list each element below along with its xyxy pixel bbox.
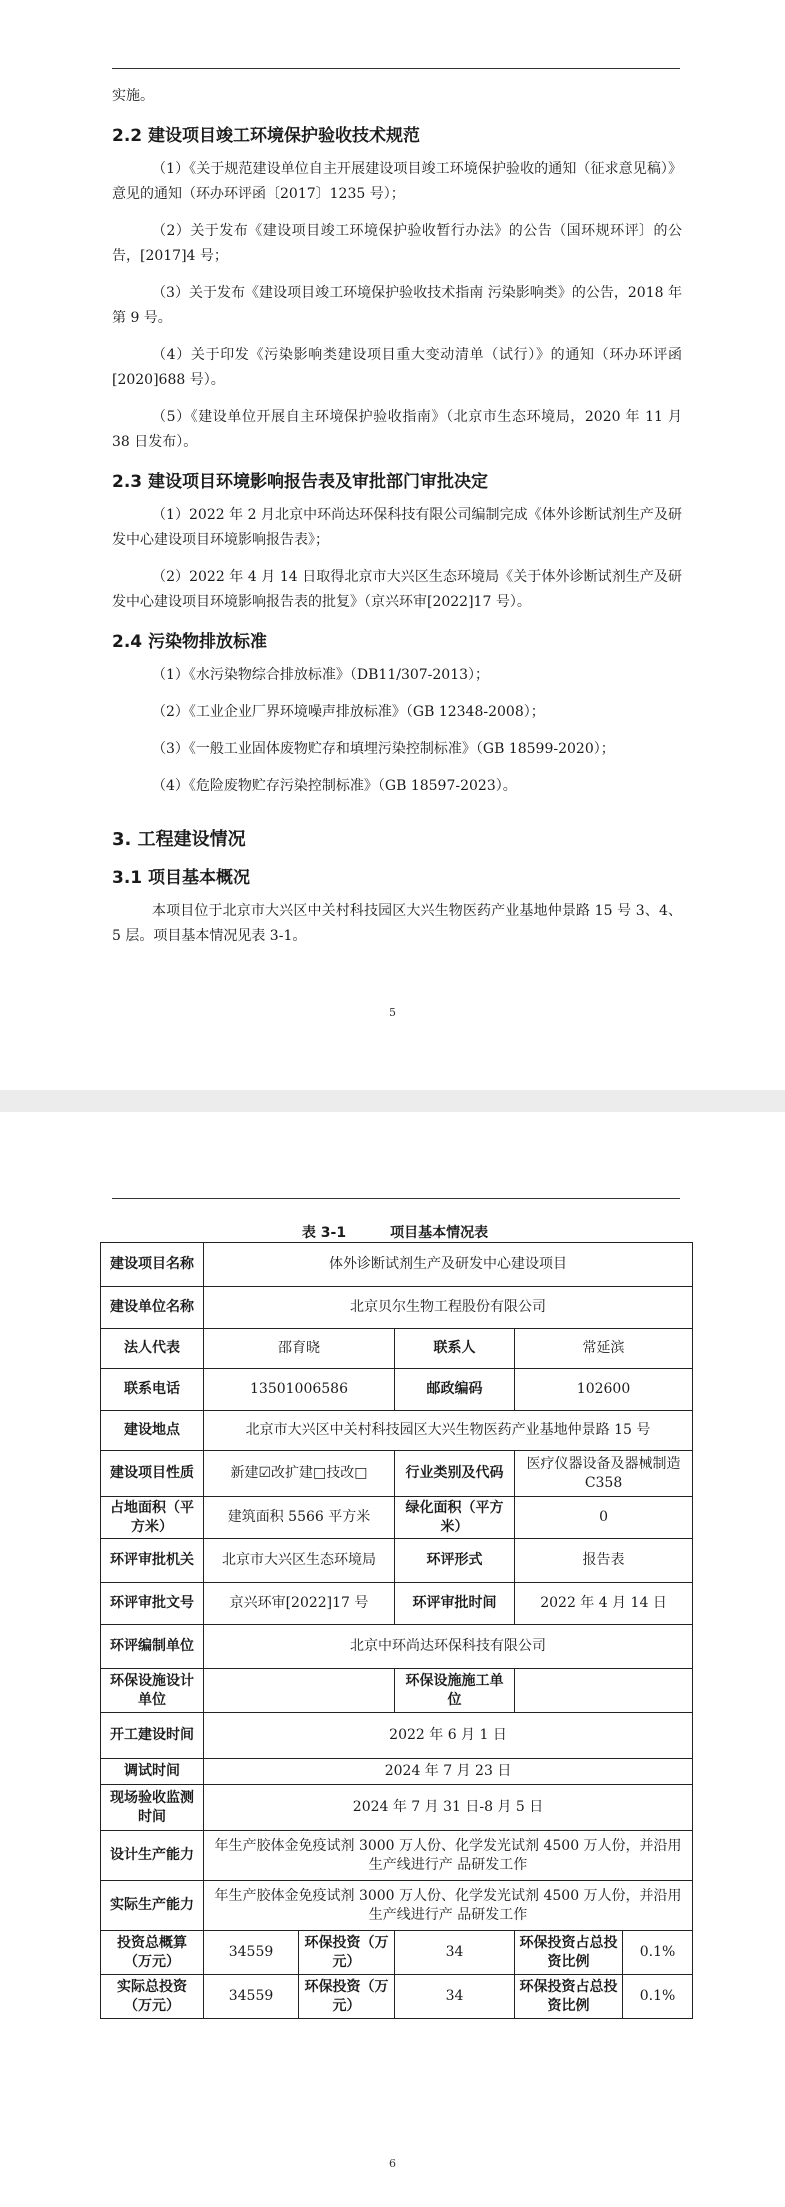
- table-row: [101, 1759, 693, 1785]
- table-cell: [515, 1669, 693, 1713]
- table-row: [101, 1287, 693, 1329]
- table-cell: [204, 1669, 395, 1713]
- section-2-3-heading: 2.3 建设项目环境影响报告表及审批部门审批决定: [112, 472, 489, 492]
- header-rule: [112, 1198, 680, 1199]
- table-label: 环评审批文号: [101, 1583, 204, 1625]
- continuation-text: 实施。: [112, 88, 154, 104]
- list-item: （4）关于印发《污染影响类建设项目重大变动清单（试行）》的通知（环办环评函[2020]688 号）。: [112, 347, 682, 388]
- table-cell: 2024 年 7 月 23 日: [204, 1759, 693, 1785]
- table-label: 环评编制单位: [101, 1625, 204, 1669]
- table-label: 行业类别及代码: [395, 1451, 515, 1497]
- table-label: 联系电话: [101, 1369, 204, 1411]
- table-cell: 体外诊断试剂生产及研发中心建设项目: [204, 1243, 693, 1287]
- table-row: [101, 1497, 693, 1539]
- section-2-2-heading: 2.2 建设项目竣工环境保护验收技术规范: [112, 126, 421, 146]
- table-row: [101, 1329, 693, 1369]
- table-row: [101, 1451, 693, 1497]
- list-item: （2）关于发布《建设项目竣工环境保护验收暂行办法》的公告（国环规环评〕的公告，[2017]4 号；: [112, 223, 682, 264]
- table-label: 现场验收监测时间: [101, 1785, 204, 1831]
- list-item: （1）《水污染物综合排放标准》（DB11/307-2013）；: [152, 667, 490, 683]
- page-5: [0, 0, 785, 1090]
- table-row: [101, 1539, 693, 1583]
- table-cell: 年生产胶体金免疫试剂 3000 万人份、化学发光试剂 4500 万人份，并沿用生产线进行产 品研发工作: [204, 1831, 693, 1881]
- table-cell: 邵育晓: [204, 1329, 395, 1369]
- table-cell: 0.1%: [623, 1975, 693, 2019]
- list-item: （5）《建设单位开展自主环境保护验收指南》（北京市生态环境局，2020 年 11 月 38 日发布）。: [112, 409, 682, 450]
- table-cell: 102600: [515, 1369, 693, 1411]
- table-cell: 2024 年 7 月 31 日-8 月 5 日: [204, 1785, 693, 1831]
- table-label: 建设项目名称: [101, 1243, 204, 1287]
- table-label: 开工建设时间: [101, 1713, 204, 1759]
- table-cell: 报告表: [515, 1539, 693, 1583]
- table-label: 建设项目性质: [101, 1451, 204, 1497]
- table-row: [101, 1831, 693, 1881]
- section-3-1-text: 本项目位于北京市大兴区中关村科技园区大兴生物医药产业基地仲景路 15 号 3、4、5 层。项目基本情况见表 3-1。: [112, 903, 682, 944]
- table-row: [101, 1669, 693, 1713]
- table-label: 环保投资占总投资比例: [515, 1931, 623, 1975]
- table-cell: 年生产胶体金免疫试剂 3000 万人份、化学发光试剂 4500 万人份，并沿用生产线进行产 品研发工作: [204, 1881, 693, 1931]
- table-cell: 医疗仪器设备及器械制造 C358: [515, 1451, 693, 1497]
- table-label: 环评审批时间: [395, 1583, 515, 1625]
- table-label: 实际总投资（万元）: [101, 1975, 204, 2019]
- table-row: [101, 1931, 693, 1975]
- table-label: 投资总概算（万元）: [101, 1931, 204, 1975]
- table-row: [101, 1411, 693, 1451]
- list-item: （3）关于发布《建设项目竣工环境保护验收技术指南 污染影响类》的公告，2018 年第 9 号。: [112, 285, 682, 326]
- table-number: 表 3-1: [301, 1225, 347, 1241]
- table-label: 环保投资（万元）: [299, 1975, 395, 2019]
- section-2-4-heading: 2.4 污染物排放标准: [112, 632, 268, 652]
- list-item: （2）2022 年 4 月 14 日取得北京市大兴区生态环境局《关于体外诊断试剂生产及研发中心建设项目环境影响报告表的批复》（京兴环审[2022]17 号）。: [112, 569, 682, 610]
- table-row: [101, 1369, 693, 1411]
- table-cell: 0: [515, 1497, 693, 1539]
- table-label: 绿化面积（平方米）: [395, 1497, 515, 1539]
- list-item: （3）《一般工业固体废物贮存和填埋污染控制标准》（GB 18599-2020）；: [152, 741, 615, 757]
- table-title: 项目基本情况表: [390, 1225, 489, 1241]
- table-label: 环保投资占总投资比例: [515, 1975, 623, 2019]
- table-cell: 新建☑改扩建□技改□: [204, 1451, 395, 1497]
- table-label: 联系人: [395, 1329, 515, 1369]
- table-cell: 京兴环审[2022]17 号: [204, 1583, 395, 1625]
- table-row: [101, 1881, 693, 1931]
- table-label: 环保投资（万元）: [299, 1931, 395, 1975]
- section-3-1-heading: 3.1 项目基本概况: [112, 868, 251, 888]
- table-row: [101, 1785, 693, 1831]
- table-label: 环评形式: [395, 1539, 515, 1583]
- table-label: 法人代表: [101, 1329, 204, 1369]
- table-cell: 0.1%: [623, 1931, 693, 1975]
- table-cell: 13501006586: [204, 1369, 395, 1411]
- table-cell: 2022 年 4 月 14 日: [515, 1583, 693, 1625]
- table-cell: 北京市大兴区生态环境局: [204, 1539, 395, 1583]
- project-info-table: [100, 1242, 693, 2019]
- table-label: 建设地点: [101, 1411, 204, 1451]
- page-6: [0, 1112, 785, 2207]
- table-cell: 北京贝尔生物工程股份有限公司: [204, 1287, 693, 1329]
- table-cell: 建筑面积 5566 平方米: [204, 1497, 395, 1539]
- table-label: 环保设施施工单位: [395, 1669, 515, 1713]
- list-item: （4）《危险废物贮存污染控制标准》（GB 18597-2023）。: [152, 778, 517, 794]
- header-rule: [112, 68, 680, 69]
- list-item: （2）《工业企业厂界环境噪声排放标准》（GB 12348-2008）；: [152, 704, 545, 720]
- table-row: [101, 1583, 693, 1625]
- page-number: 6: [389, 2157, 396, 2170]
- table-label: 环评审批机关: [101, 1539, 204, 1583]
- table-label: 调试时间: [101, 1759, 204, 1785]
- table-cell: 34: [395, 1931, 515, 1975]
- table-label: 设计生产能力: [101, 1831, 204, 1881]
- table-label: 建设单位名称: [101, 1287, 204, 1329]
- table-row: [101, 1625, 693, 1669]
- table-label: 实际生产能力: [101, 1881, 204, 1931]
- list-item: （1）2022 年 2 月北京中环尚达环保科技有限公司编制完成《体外诊断试剂生产及研发中心建设项目环境影响报告表》；: [112, 507, 682, 548]
- table-caption: [100, 1222, 690, 1242]
- table-label: 占地面积（平方米）: [101, 1497, 204, 1539]
- table-row: [101, 1975, 693, 2019]
- table-cell: 常延滨: [515, 1329, 693, 1369]
- table-label: 邮政编码: [395, 1369, 515, 1411]
- table-row: [101, 1713, 693, 1759]
- table-label: 环保设施设计单位: [101, 1669, 204, 1713]
- table-cell: 34559: [204, 1931, 299, 1975]
- table-cell: 34: [395, 1975, 515, 2019]
- table-row: [101, 1243, 693, 1287]
- chapter-3-heading: 3. 工程建设情况: [112, 829, 246, 850]
- page-5-content: [112, 84, 682, 961]
- table-cell: 北京中环尚达环保科技有限公司: [204, 1625, 693, 1669]
- table-cell: 2022 年 6 月 1 日: [204, 1713, 693, 1759]
- table-cell: 34559: [204, 1975, 299, 2019]
- table-cell: 北京市大兴区中关村科技园区大兴生物医药产业基地仲景路 15 号: [204, 1411, 693, 1451]
- page-number: 5: [389, 1006, 396, 1019]
- list-item: （1）《关于规范建设单位自主开展建设项目竣工环境保护验收的通知（征求意见稿）》意见的通知（环办环评函〔2017〕1235 号）；: [112, 161, 682, 202]
